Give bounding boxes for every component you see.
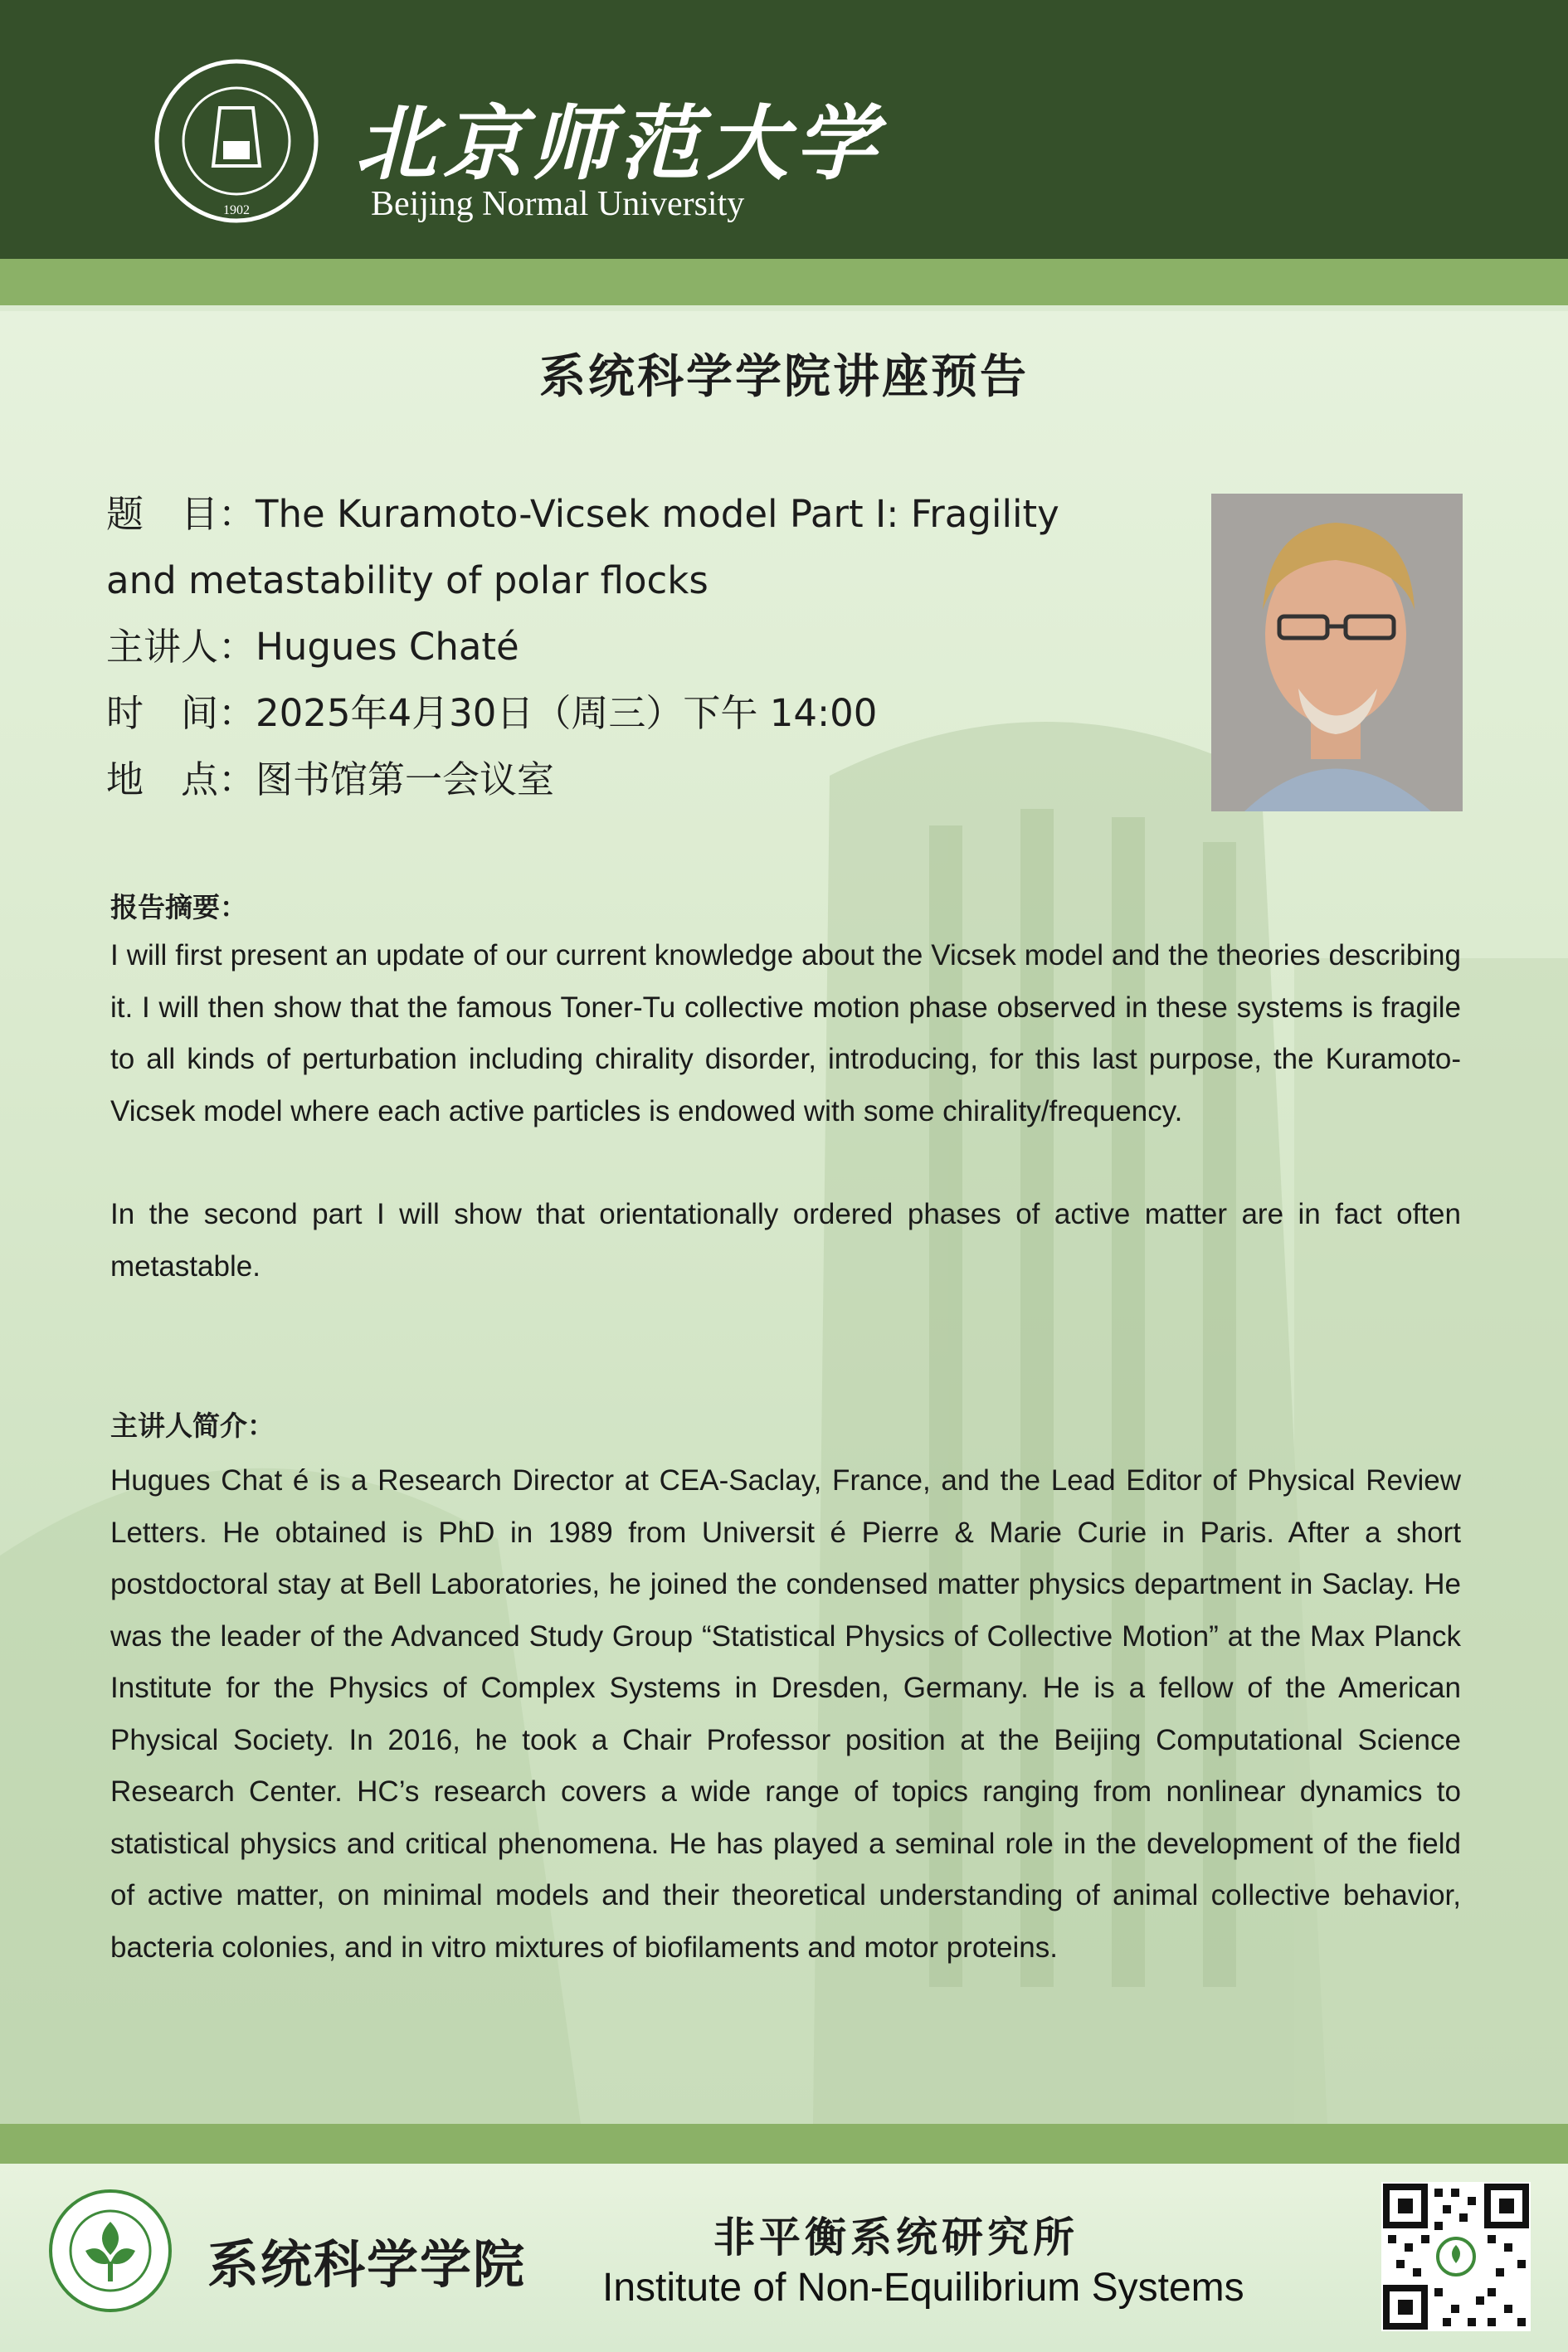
bio-label: 主讲人简介： <box>110 1410 275 1442</box>
svg-text:1902: 1902 <box>223 203 250 217</box>
institute-english-name: Institute of Non-Equilibrium Systems <box>602 2266 1244 2310</box>
university-chinese-name: 北京师范大学 <box>355 96 884 192</box>
speaker-name: Hugues Chaté <box>256 625 519 669</box>
page-title: 系统科学学院讲座预告 <box>539 350 1029 404</box>
lecture-info <box>106 481 1185 813</box>
place-value: 图书馆第一会议室 <box>256 757 555 801</box>
abstract-paragraph-2: In the second part I will show that orientationally ordered phases of active matter are in fact often metastable. <box>110 1198 1461 1283</box>
abstract-paragraph-1: I will first present an update of our current knowledge about the Vicsek model and the theories describing it. I will then show that the famous Toner-Tu collective motion phase observed in these systems is fragile to all kinds of perturbation including chirality disorder, introducing, for this last purpose, the Kuramoto-Vicsek model where each active particles is endowed with some chirality/frequency. <box>110 939 1461 1127</box>
university-english-name: Beijing Normal University <box>371 185 745 223</box>
place-label: 地 点： <box>106 757 256 801</box>
header-stripe <box>0 259 1568 305</box>
topic-label: 题 目： <box>106 492 256 536</box>
place-row <box>106 747 1185 813</box>
topic-row <box>106 481 1185 548</box>
university-seal-icon <box>153 58 319 224</box>
bio-paragraph: Hugues Chat é is a Research Director at CEA-Saclay, France, and the Lead Editor of Physical Review Letters. He obtained is PhD in 1989 from Universit é Pierre & Marie Curie in Paris. After a short postdoctoral stay at Bell Laboratories, he joined the condensed matter physics department in Saclay. He was the leader of the Advanced Study Group “Statistical Physics of Collective Motion” at the Max Planck Institute for the Physics of Complex Systems in Dresden, Germany. He is a fellow of the American Physical Society. In 2016, he took a Chair Professor position at the Beijing Computational Science Research Center. HC’s research covers a wide range of topics ranging from nonlinear dynamics to statistical physics and critical phenomena. He has played a seminal role in the development of the field of active matter, on minimal models and their theoretical understanding of animal collective behavior, bacteria colonies, and in vitro mixtures of biofilaments and motor proteins. <box>110 1464 1461 1964</box>
footer-stripe <box>0 2124 1568 2164</box>
time-value: 2025年4月30日（周三）下午 14:00 <box>256 691 878 735</box>
speaker-photo <box>1211 494 1463 811</box>
qr-code-icon <box>1381 2182 1531 2331</box>
school-name: 系统科学学院 <box>207 2234 527 2295</box>
institute-chinese-name: 非平衡系统研究所 <box>713 2213 1079 2262</box>
abstract-label: 报告摘要： <box>110 891 247 923</box>
speaker-row <box>106 614 1185 680</box>
time-label: 时 间： <box>106 691 256 735</box>
topic-line2: and metastability of polar flocks <box>106 558 709 602</box>
time-row <box>106 680 1185 747</box>
speaker-label: 主讲人： <box>106 625 256 669</box>
school-logo-icon <box>48 2189 173 2313</box>
topic-line1: The Kuramoto-Vicsek model Part I: Fragility <box>256 492 1059 536</box>
